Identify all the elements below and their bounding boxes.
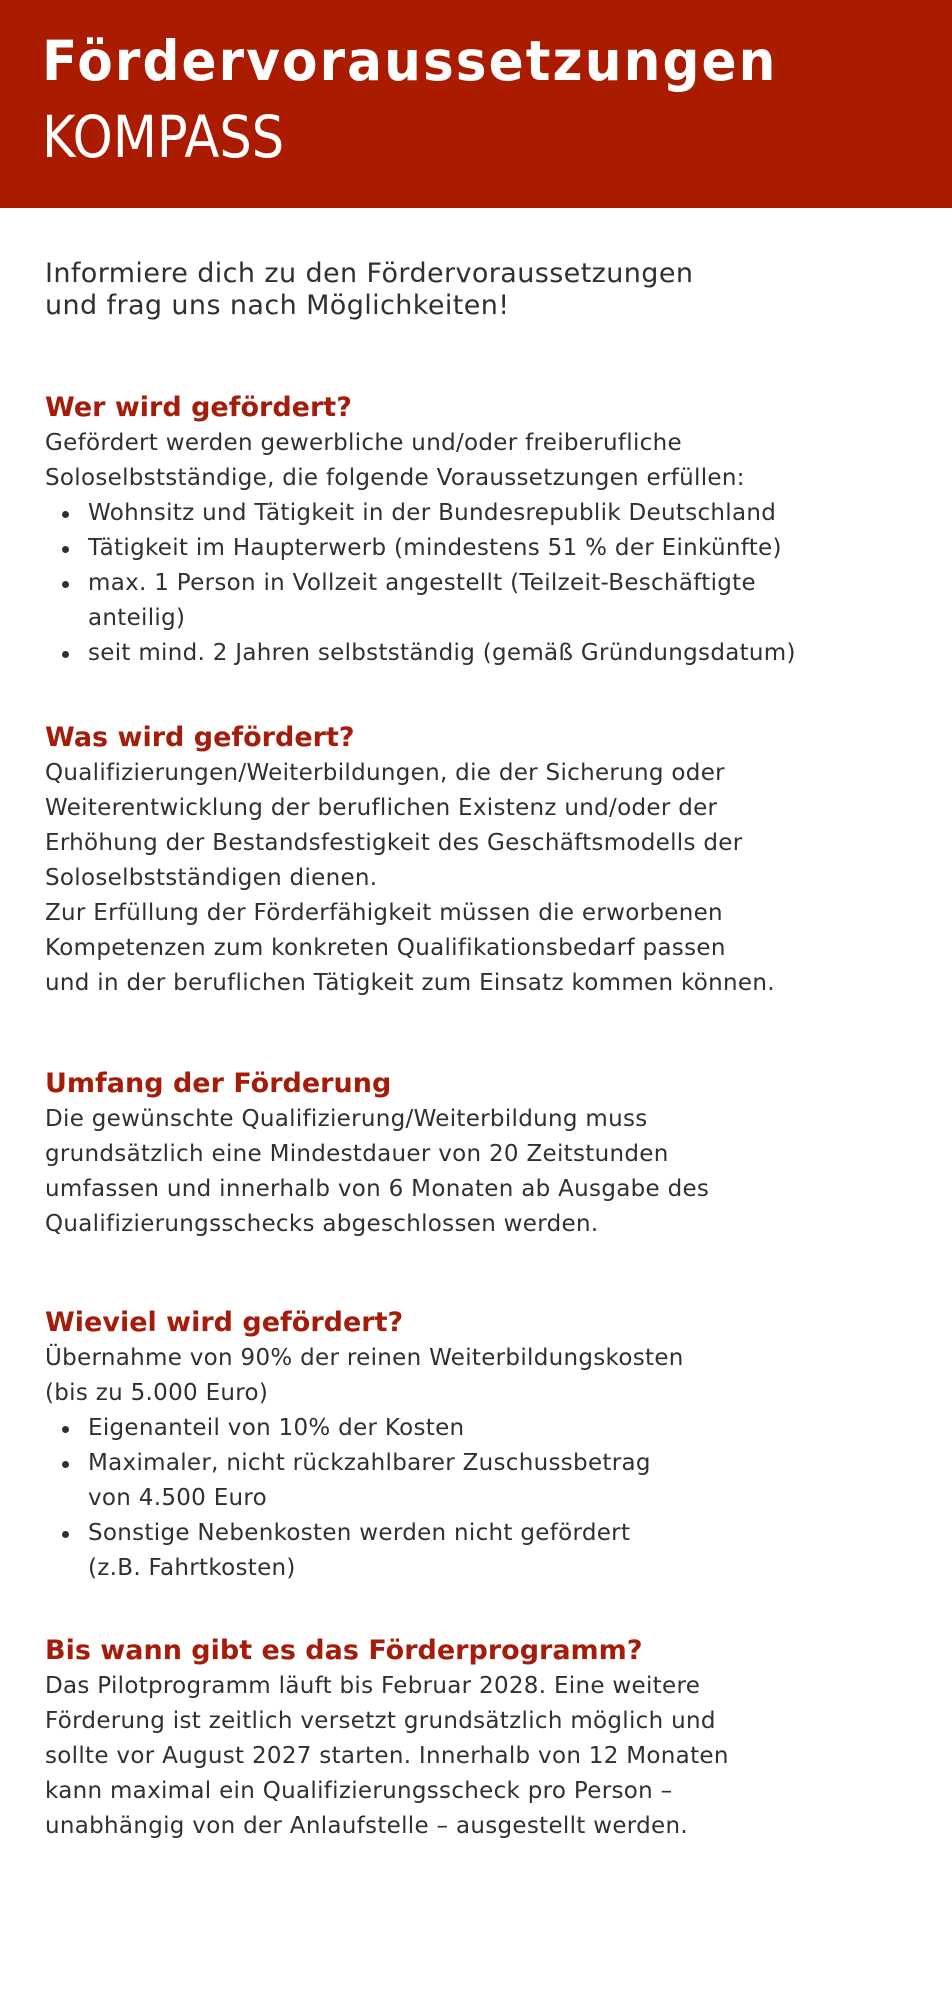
list-item xyxy=(45,636,925,671)
paragraph-line: Zur Erfüllung der Förderfähigkeit müssen die erworbenen xyxy=(45,900,723,926)
section-heading: Wer wird gefördert? xyxy=(45,392,352,423)
section-wer-wird-gefoerdert xyxy=(45,390,925,671)
paragraph-line: (bis zu 5.000 Euro) xyxy=(45,1380,269,1406)
paragraph-line: Das Pilotprogramm läuft bis Februar 2028. Eine weitere xyxy=(45,1673,701,1699)
section-heading: Bis wann gibt es das Förderprogramm? xyxy=(45,1635,643,1666)
paragraph-line: umfassen und innerhalb von 6 Monaten ab Ausgabe des xyxy=(45,1176,710,1202)
paragraph-line: Soloselbstständige, die folgende Voraussetzungen erfüllen: xyxy=(45,465,745,491)
paragraph-line: kann maximal ein Qualifizierungsscheck pro Person – xyxy=(45,1778,673,1804)
list-item-text: Wohnsitz und Tätigkeit in der Bundesrepublik Deutschland xyxy=(88,500,777,526)
paragraph-line: und in der beruflichen Tätigkeit zum Einsatz kommen können. xyxy=(45,970,775,996)
paragraph-line: Qualifizierungsschecks abgeschlossen werden. xyxy=(45,1211,599,1237)
paragraph-line: Übernahme von 90% der reinen Weiterbildungskosten xyxy=(45,1345,684,1371)
paragraph-line: Qualifizierungen/Weiterbildungen, die der Sicherung oder xyxy=(45,760,725,786)
page-header xyxy=(0,0,952,208)
section-bis-wann xyxy=(45,1633,925,1844)
intro-text xyxy=(45,258,905,322)
section-heading: Wieviel wird gefördert? xyxy=(45,1307,404,1338)
section-wieviel-wird-gefoerdert xyxy=(45,1305,925,1586)
paragraph-line: grundsätzlich eine Mindestdauer von 20 Zeitstunden xyxy=(45,1141,669,1167)
paragraph-line: Förderung ist zeitlich versetzt grundsätzlich möglich und xyxy=(45,1708,716,1734)
list-item-text: von 4.500 Euro xyxy=(88,1485,268,1511)
list-item-text: (z.B. Fahrtkosten) xyxy=(88,1555,296,1581)
paragraph-line: Weiterentwicklung der beruflichen Existenz und/oder der xyxy=(45,795,718,821)
section-was-wird-gefoerdert xyxy=(45,720,925,1001)
section-umfang-der-foerderung xyxy=(45,1066,925,1242)
page-subtitle: KOMPASS xyxy=(42,103,285,171)
list-item xyxy=(45,1516,925,1586)
funding-details-list xyxy=(45,1411,925,1586)
section-paragraph xyxy=(45,1102,925,1242)
list-item xyxy=(45,1411,925,1446)
list-item-text: Tätigkeit im Haupterwerb (mindestens 51 % der Einkünfte) xyxy=(88,535,782,561)
intro-line: und frag uns nach Möglichkeiten! xyxy=(45,290,510,321)
paragraph-line: Die gewünschte Qualifizierung/Weiterbildung muss xyxy=(45,1106,648,1132)
paragraph-line: Gefördert werden gewerbliche und/oder freiberufliche xyxy=(45,430,682,456)
list-item xyxy=(45,566,925,636)
section-paragraph xyxy=(45,426,925,496)
list-item xyxy=(45,1446,925,1516)
paragraph-line: Kompetenzen zum konkreten Qualifikationsbedarf passen xyxy=(45,935,726,961)
list-item xyxy=(45,531,925,566)
list-item-text: Maximaler, nicht rückzahlbarer Zuschussbetrag xyxy=(88,1450,651,1476)
section-heading: Was wird gefördert? xyxy=(45,722,355,753)
list-item-text: Eigenanteil von 10% der Kosten xyxy=(88,1415,465,1441)
section-heading: Umfang der Förderung xyxy=(45,1068,392,1099)
list-item-text: seit mind. 2 Jahren selbstständig (gemäß Gründungsdatum) xyxy=(88,640,796,666)
section-paragraph xyxy=(45,756,925,1001)
section-paragraph xyxy=(45,1341,925,1411)
section-paragraph xyxy=(45,1669,925,1844)
list-item-text: Sonstige Nebenkosten werden nicht gefördert xyxy=(88,1520,631,1546)
paragraph-line: Erhöhung der Bestandsfestigkeit des Geschäftsmodells der xyxy=(45,830,743,856)
paragraph-line: unabhängig von der Anlaufstelle – ausgestellt werden. xyxy=(45,1813,688,1839)
list-item-text: anteilig) xyxy=(88,605,186,631)
paragraph-line: Soloselbstständigen dienen. xyxy=(45,865,378,891)
list-item xyxy=(45,496,925,531)
criteria-list xyxy=(45,496,925,671)
list-item-text: max. 1 Person in Vollzeit angestellt (Teilzeit-Beschäftigte xyxy=(88,570,756,596)
intro-line: Informiere dich zu den Fördervoraussetzungen xyxy=(45,258,694,289)
paragraph-line: sollte vor August 2027 starten. Innerhalb von 12 Monaten xyxy=(45,1743,729,1769)
page-title: Fördervoraussetzungen xyxy=(42,29,778,93)
